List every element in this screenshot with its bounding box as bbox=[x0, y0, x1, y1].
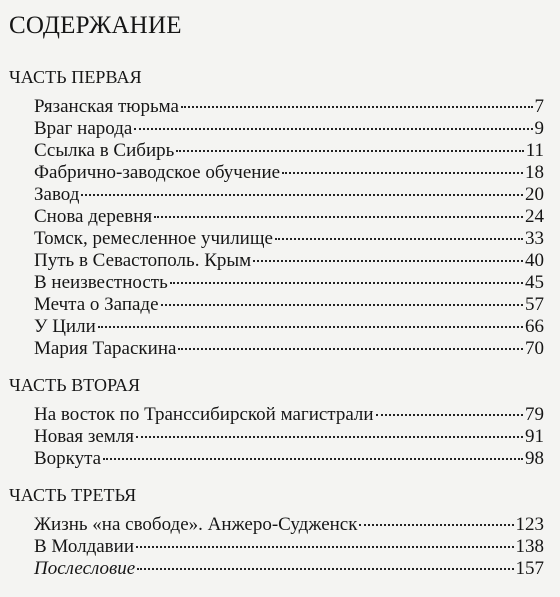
toc-entry-title: В Молдавии bbox=[34, 536, 134, 557]
toc-entry-title: На восток по Транссибирской магистрали bbox=[34, 404, 374, 425]
dot-leader bbox=[176, 150, 523, 152]
toc-entry-page: 157 bbox=[515, 558, 544, 579]
dot-leader bbox=[253, 260, 523, 262]
toc-entry-title: Послесловие bbox=[34, 558, 136, 579]
toc-entry-title: Фабрично-заводское обучение bbox=[34, 162, 281, 183]
toc-entry-title: Новая земля bbox=[34, 426, 135, 447]
toc-entry[interactable] bbox=[34, 514, 544, 536]
dot-leader bbox=[282, 172, 523, 174]
toc-entry[interactable] bbox=[34, 316, 544, 338]
toc-entry-page: 9 bbox=[534, 118, 544, 139]
toc-entry[interactable] bbox=[34, 140, 544, 162]
toc-entry[interactable] bbox=[34, 250, 544, 272]
dot-leader bbox=[161, 304, 523, 306]
toc-entry[interactable] bbox=[34, 272, 544, 294]
toc-entry-title: Рязанская тюрьма bbox=[34, 96, 179, 117]
toc-entry-title: Ссылка в Сибирь bbox=[34, 140, 175, 161]
toc-entry-page: 98 bbox=[525, 448, 544, 469]
toc-entry-title: Снова деревня bbox=[34, 206, 153, 227]
dot-leader bbox=[359, 524, 513, 526]
dot-leader bbox=[136, 436, 523, 438]
toc-entry-page: 57 bbox=[525, 294, 544, 315]
toc-entry-page: 18 bbox=[525, 162, 544, 183]
toc-entry-title: Мария Тараскина bbox=[34, 338, 177, 359]
part-heading-3: ЧАСТЬ ТРЕТЬЯ bbox=[9, 485, 137, 505]
toc-entry[interactable] bbox=[34, 448, 544, 470]
toc-entry-title: Жизнь «на свободе». Анжеро-Судженск bbox=[34, 514, 358, 535]
toc-entry[interactable] bbox=[34, 558, 544, 580]
dot-leader bbox=[103, 458, 523, 460]
dot-leader bbox=[134, 128, 532, 130]
dot-leader bbox=[81, 194, 523, 196]
dot-leader bbox=[376, 414, 523, 416]
toc-entry-title: Завод bbox=[34, 184, 80, 205]
toc-entry-title: Путь в Севастополь. Крым bbox=[34, 250, 252, 271]
toc-entry-page: 20 bbox=[525, 184, 544, 205]
toc-entry[interactable] bbox=[34, 338, 544, 360]
dot-leader bbox=[154, 216, 523, 218]
dot-leader bbox=[275, 238, 523, 240]
part-heading-2: ЧАСТЬ ВТОРАЯ bbox=[9, 375, 141, 395]
toc-entry-title: Воркута bbox=[34, 448, 102, 469]
dot-leader bbox=[98, 326, 523, 328]
toc-entry-page: 91 bbox=[525, 426, 544, 447]
toc-entry[interactable] bbox=[34, 206, 544, 228]
toc-entry[interactable] bbox=[34, 162, 544, 184]
toc-entry[interactable] bbox=[34, 228, 544, 250]
dot-leader bbox=[178, 348, 523, 350]
toc-entry-page: 24 bbox=[525, 206, 544, 227]
dot-leader bbox=[136, 546, 514, 548]
toc-entry[interactable] bbox=[34, 96, 544, 118]
toc-entry-page: 40 bbox=[525, 250, 544, 271]
toc-entry[interactable] bbox=[34, 426, 544, 448]
toc-entry[interactable] bbox=[34, 118, 544, 140]
dot-leader bbox=[137, 568, 513, 570]
dot-leader bbox=[181, 106, 533, 108]
toc-entry-page: 79 bbox=[525, 404, 544, 425]
toc-entry[interactable] bbox=[34, 404, 544, 426]
toc-entry-page: 11 bbox=[525, 140, 544, 161]
toc-entry[interactable] bbox=[34, 536, 544, 558]
toc-entry-title: Мечта о Западе bbox=[34, 294, 159, 315]
toc-entry-title: В неизвестность bbox=[34, 272, 168, 293]
page-title: СОДЕРЖАНИЕ bbox=[9, 12, 182, 39]
toc-entry-page: 7 bbox=[534, 96, 544, 117]
toc-entry[interactable] bbox=[34, 294, 544, 316]
part-heading-1: ЧАСТЬ ПЕРВАЯ bbox=[9, 67, 142, 87]
toc-entry-page: 70 bbox=[525, 338, 544, 359]
dot-leader bbox=[170, 282, 523, 284]
toc-entry-page: 45 bbox=[525, 272, 544, 293]
toc-entry-page: 123 bbox=[515, 514, 544, 535]
toc-entry-page: 33 bbox=[525, 228, 544, 249]
toc-entry[interactable] bbox=[34, 184, 544, 206]
toc-entry-page: 66 bbox=[525, 316, 544, 337]
toc-entry-title: У Цили bbox=[34, 316, 96, 337]
toc-entry-page: 138 bbox=[515, 536, 544, 557]
toc-entry-title: Томск, ремесленное училище bbox=[34, 228, 273, 249]
toc-entry-title: Враг народа bbox=[34, 118, 133, 139]
